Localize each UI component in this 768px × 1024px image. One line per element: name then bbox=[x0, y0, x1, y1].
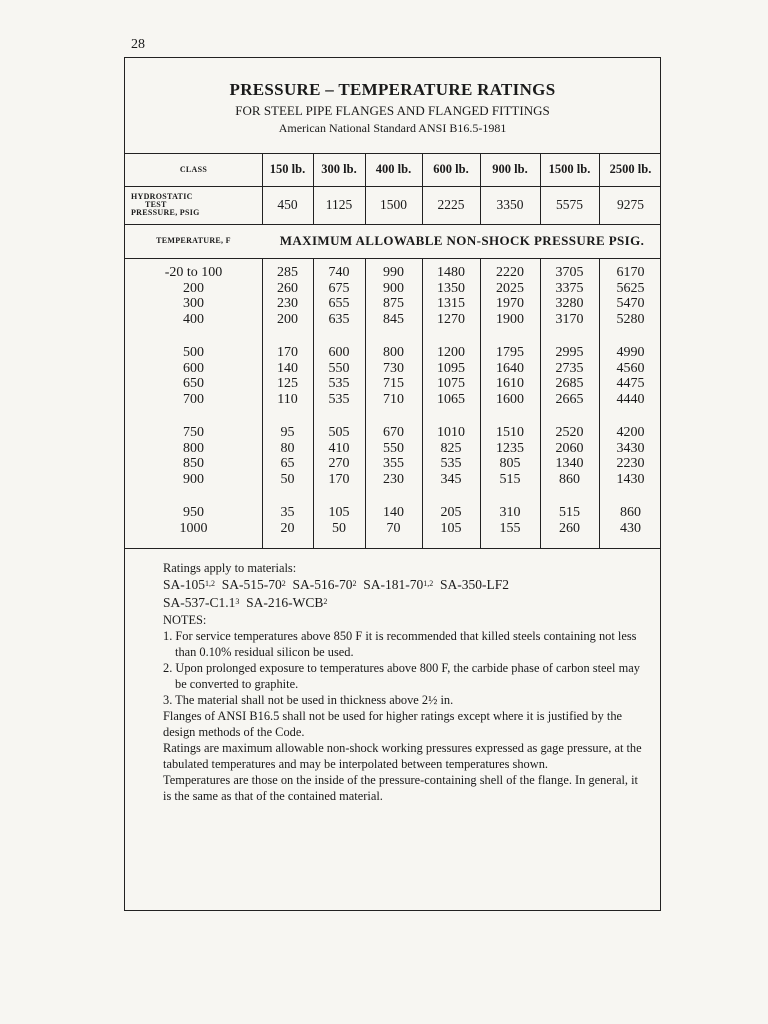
class-value: 1500 lb. bbox=[548, 162, 591, 176]
material-footnote-ref: 2 bbox=[281, 579, 286, 588]
class-value: 900 lb. bbox=[492, 162, 528, 176]
pressure-cell: 80 bbox=[280, 440, 295, 456]
hydrostatic-value: 1125 bbox=[325, 197, 353, 212]
pressure-cell: 155 bbox=[499, 520, 521, 536]
pressure-cell: 875 bbox=[383, 296, 404, 312]
pressure-cell: 205 bbox=[440, 505, 462, 520]
pressure-cell: 70 bbox=[386, 520, 401, 536]
pressure-cell: 200 bbox=[277, 312, 298, 328]
title-block bbox=[125, 58, 660, 153]
hydrostatic-value: 450 bbox=[277, 197, 298, 212]
pressure-cell: 4440 bbox=[616, 392, 645, 408]
pressure-cell: 4990 bbox=[616, 345, 645, 360]
pressure-cell: 2230 bbox=[616, 456, 645, 472]
pressure-cell: 105 bbox=[440, 520, 462, 536]
pressure-cell: 2520 bbox=[555, 425, 584, 440]
pressure-cell: 860 bbox=[559, 472, 580, 488]
pressure-cell: 110 bbox=[277, 392, 298, 408]
pressure-cell: 50 bbox=[280, 472, 295, 488]
temperature-cell: 650 bbox=[183, 376, 204, 392]
hydrostatic-label-line: TEST bbox=[145, 200, 167, 209]
hydrostatic-value: 2225 bbox=[437, 197, 465, 212]
pressure-cell: 1480 bbox=[437, 265, 465, 280]
pressure-cell: 740 bbox=[328, 265, 350, 280]
pressure-cell: 20 bbox=[280, 520, 295, 536]
temperature-cell: 950 bbox=[183, 505, 204, 520]
hydrostatic-label bbox=[125, 186, 262, 224]
material-name: SA-515-70 bbox=[221, 577, 282, 592]
pressure-cell: 1010 bbox=[437, 425, 465, 440]
pressure-cell: 1350 bbox=[437, 280, 465, 296]
pressure-cell: 5470 bbox=[616, 296, 645, 312]
pressure-cell: 4560 bbox=[616, 360, 645, 376]
pressure-cell: 805 bbox=[499, 456, 521, 472]
pressure-cell: 515 bbox=[559, 505, 580, 520]
pressure-cell: 3705 bbox=[555, 265, 584, 280]
pressure-cell: 50 bbox=[332, 520, 346, 536]
temperature-cell: 850 bbox=[183, 456, 204, 472]
pressure-cell: 95 bbox=[280, 425, 295, 440]
pressure-cell: 285 bbox=[277, 265, 298, 280]
pressure-cell: 635 bbox=[328, 312, 350, 328]
class-value: 400 lb. bbox=[375, 162, 412, 176]
temperature-cell: 200 bbox=[183, 280, 204, 296]
flanges-paragraph: Flanges of ANSI B16.5 shall not be used for higher ratings except where it is justified by the design methods of the Code. bbox=[163, 709, 623, 739]
pressure-cell: 6170 bbox=[616, 265, 645, 280]
temperature-cell: 600 bbox=[183, 360, 204, 376]
pressure-cell: 505 bbox=[328, 425, 350, 440]
pressure-cell: 1795 bbox=[496, 345, 524, 360]
standard-reference: American National Standard ANSI B16.5-1981 bbox=[278, 121, 507, 135]
pressure-cell: 105 bbox=[328, 505, 350, 520]
pressure-cell: 825 bbox=[440, 440, 462, 456]
note-2: 2. Upon prolonged exposure to temperatures above 800 F, the carbide phase of carbon steel may be converted to graphite. bbox=[163, 661, 640, 691]
pressure-cell: 1640 bbox=[496, 360, 524, 376]
pressure-cell: 800 bbox=[383, 345, 404, 360]
pressure-cell: 140 bbox=[277, 360, 298, 376]
pressure-cell: 900 bbox=[383, 280, 404, 296]
pressure-cell: 1970 bbox=[496, 296, 524, 312]
class-value: 2500 lb. bbox=[609, 162, 652, 176]
hydrostatic-label-line: HYDROSTATIC bbox=[131, 192, 193, 201]
material-name: SA-516-70 bbox=[292, 577, 353, 592]
pressure-cell: 345 bbox=[440, 472, 462, 488]
pressure-cell: 170 bbox=[328, 472, 350, 488]
pressure-cell: 990 bbox=[383, 265, 404, 280]
pressure-cell: 2060 bbox=[555, 440, 584, 456]
temperature-cell: 1000 bbox=[179, 520, 208, 536]
pressure-cell: 1200 bbox=[437, 345, 465, 360]
pressure-cell: 3375 bbox=[555, 280, 584, 296]
pressure-cell: 230 bbox=[383, 472, 404, 488]
pressure-cell: 1315 bbox=[437, 296, 465, 312]
pressure-cell: 260 bbox=[559, 520, 580, 536]
temperature-label: TEMPERATURE, F bbox=[156, 236, 231, 245]
pressure-cell: 2665 bbox=[555, 392, 584, 408]
pressure-cell: 3170 bbox=[555, 312, 584, 328]
note-3: 3. The material shall not be used in thickness above 2½ in. bbox=[163, 693, 454, 707]
class-value: 600 lb. bbox=[433, 162, 469, 176]
pressure-cell: 600 bbox=[328, 345, 350, 360]
pressure-cell: 670 bbox=[383, 425, 404, 440]
pressure-cell: 1510 bbox=[496, 425, 524, 440]
pressure-cell: 170 bbox=[277, 345, 298, 360]
pressure-caption: MAXIMUM ALLOWABLE NON-SHOCK PRESSURE PSIG. bbox=[279, 233, 645, 248]
pressure-cell: 410 bbox=[328, 440, 350, 456]
pressure-cell: 2220 bbox=[496, 265, 524, 280]
table-subtitle: FOR STEEL PIPE FLANGES AND FLANGED FITTINGS bbox=[235, 103, 550, 118]
temperature-cell: 500 bbox=[183, 345, 204, 360]
material-name: SA-181-70 bbox=[363, 577, 424, 592]
pressure-cell: 1600 bbox=[496, 392, 524, 408]
material-footnote-ref: 2 bbox=[323, 597, 328, 606]
materials-line-2 bbox=[163, 594, 646, 612]
pressure-cell: 125 bbox=[277, 376, 298, 392]
temperature-cell: 750 bbox=[183, 425, 204, 440]
pressure-cell: 550 bbox=[383, 440, 404, 456]
material-name: SA-350-LF2 bbox=[440, 577, 510, 592]
class-label: CLASS bbox=[179, 164, 208, 174]
notes-title: NOTES: bbox=[163, 613, 207, 627]
ratings-paragraph: Ratings are maximum allowable non-shock working pressures expressed as gage pressure, at the tabulated temperatures and may be interpolated between temperatures shown. bbox=[163, 741, 642, 771]
pressure-cell: 675 bbox=[328, 280, 350, 296]
hydrostatic-label-line: PRESSURE, PSIG bbox=[131, 208, 200, 217]
pressure-cell: 535 bbox=[328, 392, 350, 408]
pressure-cell: 2995 bbox=[555, 345, 584, 360]
pressure-cell: 4200 bbox=[616, 425, 645, 440]
pressure-cell: 710 bbox=[383, 392, 404, 408]
pressure-cell: 515 bbox=[499, 472, 521, 488]
pressure-cell: 35 bbox=[280, 505, 295, 520]
hydrostatic-value: 3350 bbox=[496, 197, 524, 212]
table-rule bbox=[125, 258, 660, 259]
pressure-cell: 2025 bbox=[496, 280, 524, 296]
pressure-cell: 1065 bbox=[437, 392, 465, 408]
pressure-cell: 1095 bbox=[437, 360, 465, 376]
material-footnote-ref: 3 bbox=[235, 597, 240, 606]
material-footnote-ref: 1,2 bbox=[423, 579, 434, 588]
temperature-cell: 300 bbox=[183, 296, 204, 312]
pressure-cell: 65 bbox=[280, 456, 295, 472]
temperature-cell: 900 bbox=[183, 472, 204, 488]
pressure-cell: 355 bbox=[383, 456, 404, 472]
page-number: 28 bbox=[131, 37, 145, 52]
pressure-cell: 3430 bbox=[616, 440, 645, 456]
material-name: SA-105 bbox=[163, 577, 206, 592]
pressure-cell: 230 bbox=[277, 296, 298, 312]
class-value: 150 lb. bbox=[269, 162, 306, 176]
pressure-cell: 5625 bbox=[616, 280, 645, 296]
pressure-cell: 655 bbox=[328, 296, 350, 312]
materials-line-1 bbox=[163, 576, 646, 594]
hydrostatic-value: 9275 bbox=[617, 197, 644, 212]
material-name: SA-216-WCB bbox=[246, 595, 324, 610]
pressure-cell: 1340 bbox=[555, 456, 584, 472]
pressure-cell: 845 bbox=[383, 312, 404, 328]
pressure-cell: 715 bbox=[383, 376, 404, 392]
pressure-cell: 140 bbox=[383, 505, 404, 520]
table-title: PRESSURE – TEMPERATURE RATINGS bbox=[229, 80, 556, 99]
table-rule bbox=[125, 548, 660, 549]
temperature-cell: 700 bbox=[183, 392, 204, 408]
pressure-cell: 310 bbox=[499, 505, 521, 520]
pressure-cell: 270 bbox=[328, 456, 350, 472]
pressure-cell: 2685 bbox=[555, 376, 584, 392]
material-name: SA-537-C1.1 bbox=[163, 595, 236, 610]
pressure-cell: 1430 bbox=[616, 472, 645, 488]
ratings-intro: Ratings apply to materials: bbox=[163, 561, 297, 575]
pressure-cell: 4475 bbox=[616, 376, 645, 392]
pressure-cell: 550 bbox=[328, 360, 350, 376]
note-1: 1. For service temperatures above 850 F it is recommended that killed steels containing not less than 0.10% residual silicon be used. bbox=[163, 629, 637, 659]
pressure-cell: 1610 bbox=[496, 376, 524, 392]
pressure-cell: 3280 bbox=[555, 296, 584, 312]
pressure-cell: 535 bbox=[440, 456, 462, 472]
hydrostatic-value: 5575 bbox=[556, 197, 583, 212]
material-footnote-ref: 2 bbox=[352, 579, 357, 588]
pressure-cell: 1235 bbox=[496, 440, 524, 456]
pressure-cell: 260 bbox=[277, 280, 298, 296]
class-value: 300 lb. bbox=[321, 162, 357, 176]
pressure-cell: 430 bbox=[620, 520, 641, 536]
pressure-cell: 1075 bbox=[437, 376, 465, 392]
temperatures-paragraph: Temperatures are those on the inside of the pressure-containing shell of the flange. In general, it is the same as that of the contained material. bbox=[163, 773, 638, 803]
pressure-cell: 2735 bbox=[555, 360, 584, 376]
temperature-cell: -20 to 100 bbox=[164, 265, 223, 280]
pressure-cell: 1900 bbox=[496, 312, 524, 328]
pressure-cell: 860 bbox=[620, 505, 641, 520]
material-footnote-ref: 1,2 bbox=[205, 579, 216, 588]
pressure-cell: 1270 bbox=[437, 312, 465, 328]
temperature-cell: 800 bbox=[183, 440, 204, 456]
footer-notes bbox=[163, 560, 646, 804]
pressure-cell: 730 bbox=[383, 360, 404, 376]
pressure-cell: 5280 bbox=[616, 312, 645, 328]
hydrostatic-value: 1500 bbox=[380, 197, 407, 212]
temperature-cell: 400 bbox=[183, 312, 204, 328]
ratings-table-frame bbox=[124, 57, 661, 911]
pressure-cell: 535 bbox=[328, 376, 350, 392]
